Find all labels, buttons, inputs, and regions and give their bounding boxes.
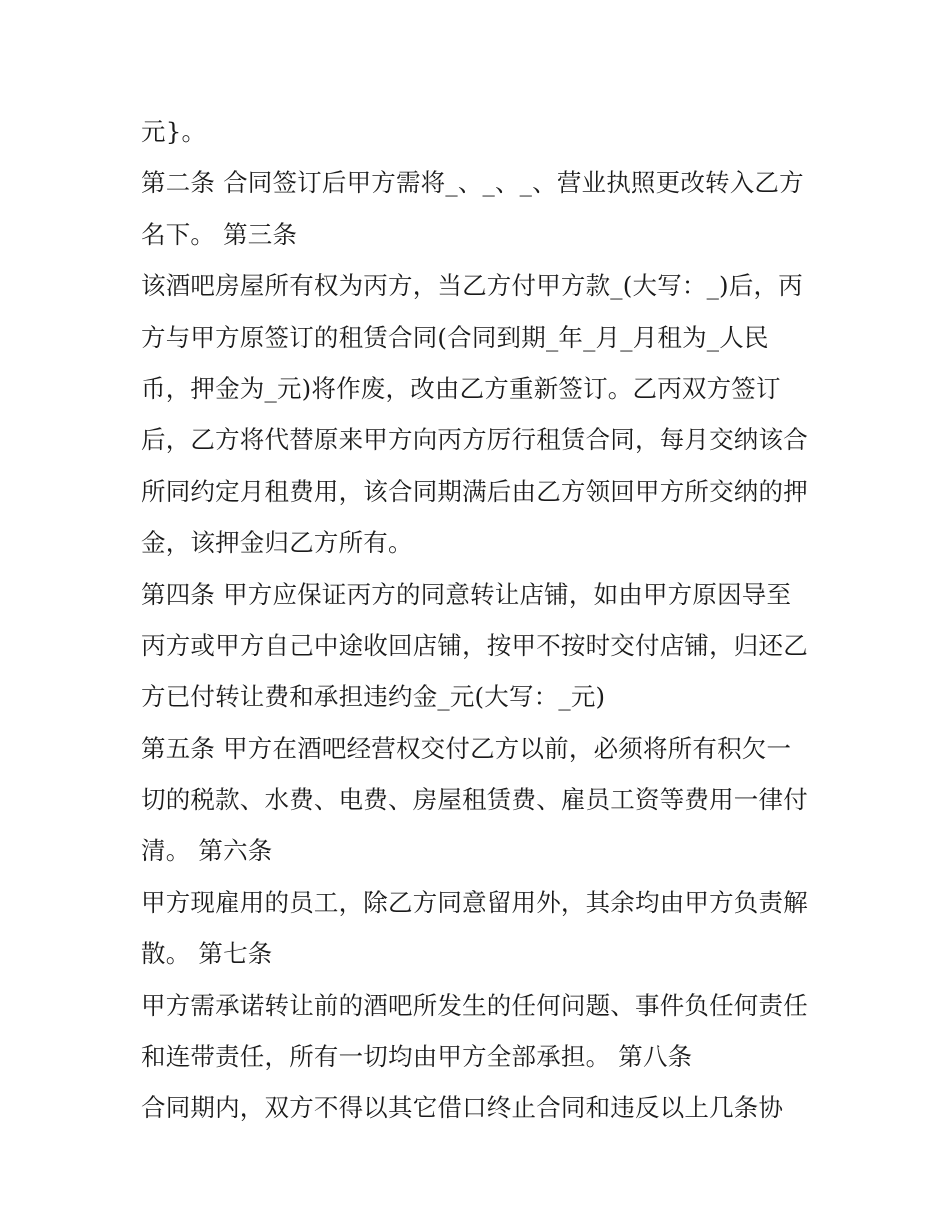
text-line: 丙方或甲方自己中途收回店铺，按甲不按时交付店铺，归还乙 [141,630,808,660]
text-line: 币，押金为_元)将作废，改由乙方重新签订。乙丙双方签订 [141,373,781,403]
text-line: 切的税款、水费、电费、房屋租赁费、雇员工资等费用一律付 [141,785,808,815]
text-line: 方已付转让费和承担违约金_元(大写：_元) [141,682,606,712]
text-line: 甲方需承诺转让前的酒吧所发生的任何问题、事件负任何责任 [141,990,808,1020]
text-line: 金，该押金归乙方所有。 [141,528,413,558]
text-line: 清。 第六条 [141,836,273,866]
text-line: 甲方现雇用的员工，除乙方同意留用外，其余均由甲方负责解 [141,887,808,917]
text-line: 和连带责任，所有一切均由甲方全部承担。 第八条 [141,1042,693,1072]
text-line: 第五条 甲方在酒吧经营权交付乙方以前，必须将所有积欠一 [141,733,792,763]
text-line: 后，乙方将代替原来甲方向丙方厉行租赁合同，每月交纳该合 [141,425,808,455]
text-line: 散。 第七条 [141,939,273,969]
text-line: 该酒吧房屋所有权为丙方，当乙方付甲方款_(大写：_)后，丙 [141,271,803,301]
contract-text [141,106,821,1134]
text-line: 名下。 第三条 [141,219,298,249]
text-line: 第二条 合同签订后甲方需将_、_、_、营业执照更改转入乙方 [141,168,804,198]
text-line: 第四条 甲方应保证丙方的同意转让店铺，如由甲方原因导至 [141,579,792,609]
text-line: 元}。 [141,117,207,146]
text-line: 所同约定月租费用，该合同期满后由乙方领回甲方所交纳的押 [141,476,808,506]
text-line: 合同期内，双方不得以其它借口终止合同和违反以上几条协 [141,1093,784,1123]
text-line: 方与甲方原签订的租赁合同(合同到期_年_月_月租为_人民 [141,322,769,352]
